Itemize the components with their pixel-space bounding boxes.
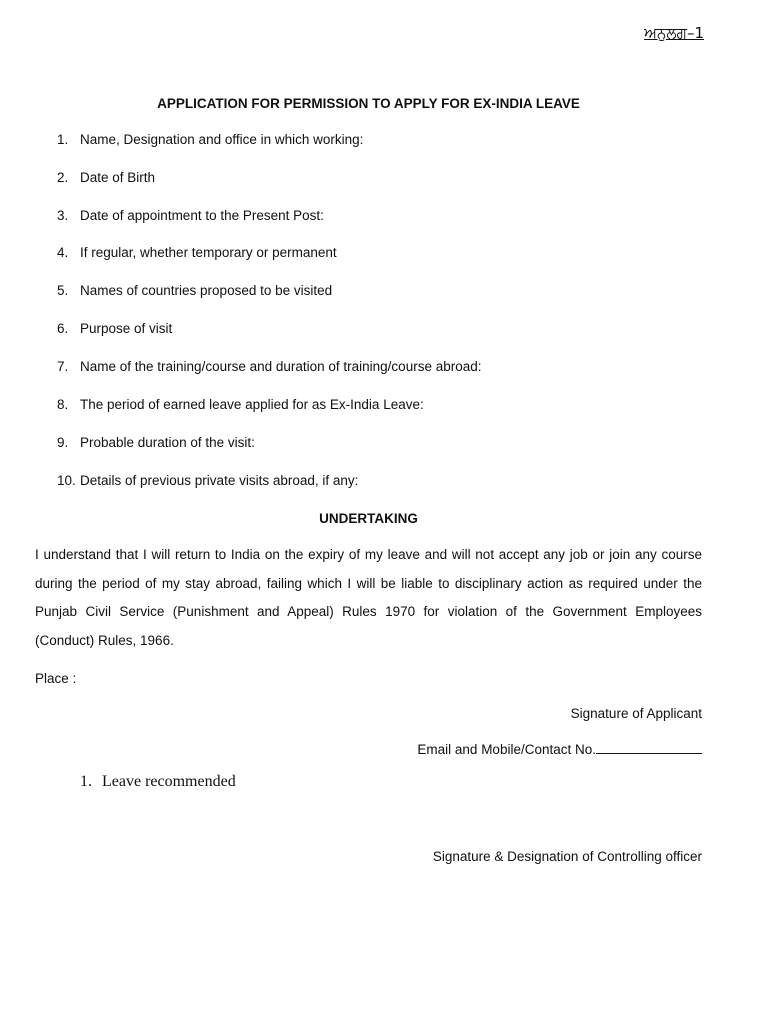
annex-label: ਅਨੁਲਗ–1 xyxy=(644,24,704,42)
item-text: The period of earned leave applied for as Ex-India Leave: xyxy=(80,397,424,412)
item-number: 9. xyxy=(57,435,69,450)
signature-controlling-label: Signature & Designation of Controlling officer xyxy=(432,849,702,864)
item-text: Probable duration of the visit: xyxy=(80,435,255,450)
list-item xyxy=(57,245,337,260)
item-number: 4. xyxy=(57,245,69,260)
item-number: 1. xyxy=(57,132,69,147)
contact-label: Email and Mobile/Contact No. xyxy=(417,742,596,757)
item-text: Purpose of visit xyxy=(80,321,173,336)
list-item xyxy=(57,132,363,147)
item-number: 3. xyxy=(57,208,69,223)
contact-blank-line xyxy=(596,741,702,754)
item-text: Details of previous private visits abroad, if any: xyxy=(80,473,359,488)
list-item xyxy=(57,397,424,412)
item-text: If regular, whether temporary or permanent xyxy=(80,245,337,260)
item-number: 8. xyxy=(57,397,69,412)
item-text: Names of countries proposed to be visited xyxy=(80,283,333,298)
list-item xyxy=(57,473,358,488)
item-text: Name of the training/course and duration of training/course abroad: xyxy=(80,359,482,374)
item-number: 7. xyxy=(57,359,69,374)
item-number: 5. xyxy=(57,283,69,298)
list-item xyxy=(57,321,172,336)
undertaking-body: I understand that I will return to India on the expiry of my leave and will not accept any job or join any course during the period of my stay abroad, failing which I will be liable to disciplinary action as required under the Punjab Civil Service (Punishment and Appeal) Rules 1970 for violation of the Government Employees (Conduct) Rules, 1966. xyxy=(35,547,702,649)
signature-applicant-label: Signature of Applicant xyxy=(570,706,702,721)
recommendation-number: 1. xyxy=(80,773,92,790)
item-number: 6. xyxy=(57,321,69,336)
recommendation-item xyxy=(80,773,236,791)
item-text: Date of appointment to the Present Post: xyxy=(80,208,324,223)
list-item xyxy=(57,170,155,185)
page-title: APPLICATION FOR PERMISSION TO APPLY FOR EX-INDIA LEAVE xyxy=(157,96,580,111)
recommendation-text: Leave recommended xyxy=(102,773,236,790)
contact-line xyxy=(417,741,702,757)
undertaking-heading: UNDERTAKING xyxy=(319,511,418,526)
place-label: Place : xyxy=(35,671,77,686)
item-number: 10. xyxy=(57,473,76,488)
item-text: Date of Birth xyxy=(80,170,156,185)
item-number: 2. xyxy=(57,170,69,185)
list-item xyxy=(57,435,255,450)
list-item xyxy=(57,359,482,374)
list-item xyxy=(57,283,332,298)
item-text: Name, Designation and office in which working: xyxy=(80,132,364,147)
list-item xyxy=(57,208,324,223)
